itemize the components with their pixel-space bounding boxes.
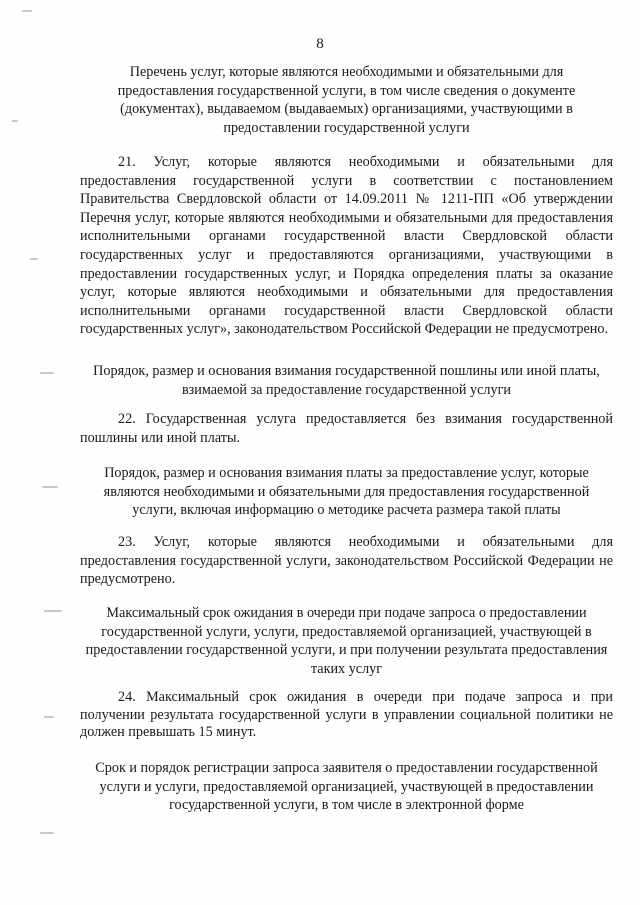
paragraph-21: 21. Услуг, которые являются необходимыми и обязательными для предоставления государственной услуги в соответствии с постановлением Правительства Свердловской области от 14.09.2011 № 1211-ПП «Об утверждении Перечня услуг, которые являются необходимыми и обязательными для предоставления исполнительными органами государственной власти Свердловской области государственных услуг и предоставляются организациями, участвующими в предоставлении государственных услуг, и Порядка определения платы за оказание услуг, которые являются необходимыми и обязательными для предоставления исполнительными органами государственной власти Свердловской области государственных услуг», законодательством Российской Федерации не предусмотрено. bbox=[80, 154, 613, 338]
scan-artifact bbox=[30, 258, 38, 260]
paragraph-22: 22. Государственная услуга предоставляется без взимания государственной пошлины или иной платы. bbox=[80, 411, 613, 446]
section-heading-service-fee: Порядок, размер и основания взимания платы за предоставление услуг, которые являются необходимыми и обязательными для предоставления государственной услуги, включая информацию о методике расчета размера такой платы bbox=[103, 465, 590, 518]
scan-artifact bbox=[44, 716, 54, 718]
paragraph-23: 23. Услуг, которые являются необходимыми и обязательными для предоставления государственной услуги, законодательством Российской Федерации не предусмотрено. bbox=[80, 534, 613, 588]
scan-artifact bbox=[22, 10, 32, 12]
section-heading-request-registration: Срок и порядок регистрации запроса заявителя о предоставлении государственной услуги и услуги, предоставляемой организацией, участвующей в предоставлении государственной услуги, в том числе в электронной форме bbox=[95, 760, 598, 813]
scan-artifact bbox=[40, 832, 54, 834]
section-heading-queue-time: Максимальный срок ожидания в очереди при подаче запроса о предоставлении государственной услуги, услуги, предоставляемой организацией, участвующей в предоставлении государственной услуги, и при получении результата предоставления таких услуг bbox=[85, 605, 608, 677]
section-heading-required-services: Перечень услуг, которые являются необходимыми и обязательными для предоставления государственной услуги, в том числе сведения о документе (документах), выдаваемом (выдаваемых) организациями, участвующими в предоставлении государственной услуги bbox=[117, 64, 576, 136]
page-number: 8 bbox=[316, 36, 324, 52]
scan-artifact bbox=[44, 610, 62, 612]
scan-artifact bbox=[40, 372, 54, 374]
paragraph-24: 24. Максимальный срок ожидания в очереди при подаче запроса и при получении результата государственной услуги в управлении социальной политики не должен превышать 15 минут. bbox=[80, 689, 613, 740]
scan-artifact bbox=[42, 486, 58, 488]
scan-artifact bbox=[12, 120, 18, 122]
section-heading-state-fee: Порядок, размер и основания взимания государственной пошлины или иной платы, взимаемой за предоставление государственной услуги bbox=[93, 363, 600, 398]
